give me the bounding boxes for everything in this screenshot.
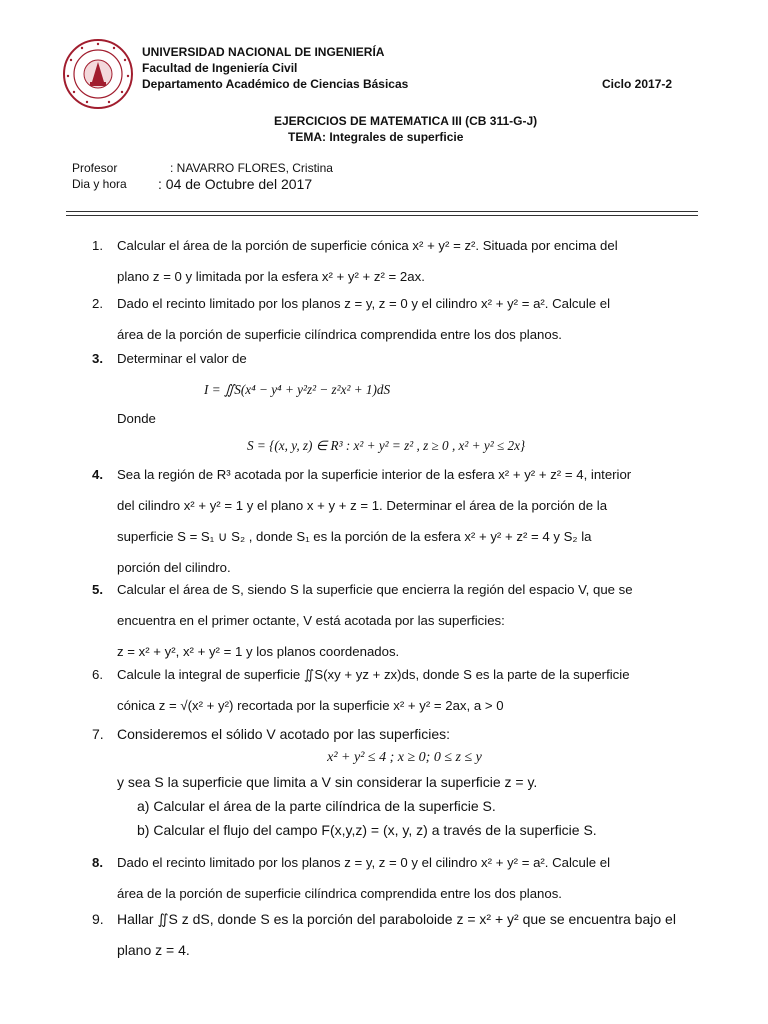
problem-number: 5. <box>92 582 103 597</box>
problem-line: plano z = 4. <box>117 942 190 958</box>
faculty-name: Facultad de Ingeniería Civil <box>142 61 298 75</box>
subitem-a: a) Calcular el área de la parte cilíndrica de la superficie S. <box>137 798 496 814</box>
problem-line: área de la porción de superficie cilíndrica comprendida entre los dos planos. <box>117 327 562 342</box>
university-seal <box>62 38 134 110</box>
problem-3 <box>92 343 692 461</box>
problem-line: Calcule la integral de superficie ∬S(xy + yz + zx)ds, donde S es la parte de la superficie <box>117 667 630 682</box>
problem-5 <box>92 574 692 667</box>
problem-line: porción del cilindro. <box>117 560 231 575</box>
department-name: Departamento Académico de Ciencias Básicas <box>142 77 409 91</box>
professor-label: Profesor <box>72 161 118 175</box>
problem-number: 8. <box>92 855 103 870</box>
problem-number: 1. <box>92 238 103 253</box>
integral-formula: I = ∬S(x⁴ − y⁴ + y²z² − z²x² + 1)dS <box>204 382 391 397</box>
problem-number: 2. <box>92 296 103 311</box>
problem-number: 9. <box>92 911 104 927</box>
problem-line: encuentra en el primer octante, V está acotada por las superficies: <box>117 613 505 628</box>
divider-bottom <box>66 215 698 216</box>
problem-line: y sea S la superficie que limita a V sin considerar la superficie z = y. <box>117 774 538 790</box>
exercise-title: EJERCICIOS DE MATEMATICA III (CB 311-G-J) <box>274 114 538 128</box>
problem-line: z = x² + y², x² + y² = 1 y los planos coordenados. <box>117 644 400 659</box>
date-label: Dia y hora <box>72 177 127 191</box>
problem-2 <box>92 288 692 350</box>
problem-line: Sea la región de R³ acotada por la superficie interior de la esfera x² + y² + z² = 4, interior <box>117 467 632 482</box>
problem-line: Donde <box>117 411 156 426</box>
set-definition: S = {(x, y, z) ∈ R³ : x² + y² = z² , z ≥ 0 , x² + y² ≤ 2x} <box>247 438 526 453</box>
problem-4 <box>92 459 692 583</box>
constraints: x² + y² ≤ 4 ; x ≥ 0; 0 ≤ z ≤ y <box>327 750 482 765</box>
problem-1 <box>92 230 692 292</box>
problem-line: Hallar ∬S z dS, donde S es la porción del paraboloide z = x² + y² que se encuentra bajo el <box>117 911 676 927</box>
problem-number: 7. <box>92 726 104 742</box>
problem-line: del cilindro x² + y² = 1 y el plano x + y + z = 1. Determinar el área de la porción de la <box>117 498 608 513</box>
problem-number: 4. <box>92 467 103 482</box>
problem-line: Determinar el valor de <box>117 351 247 366</box>
professor-value: : NAVARRO FLORES, Cristina <box>170 161 333 175</box>
problem-number: 6. <box>92 667 103 682</box>
cycle-label: Ciclo 2017-2 <box>602 77 673 91</box>
topic-title: TEMA: Integrales de superficie <box>288 130 464 144</box>
university-name: UNIVERSIDAD NACIONAL DE INGENIERÍA <box>142 45 385 59</box>
problem-line: Dado el recinto limitado por los planos z = y, z = 0 y el cilindro x² + y² = a². Calcule el <box>117 296 611 311</box>
problem-line: plano z = 0 y limitada por la esfera x² + y² + z² = 2ax. <box>117 269 425 284</box>
problem-9 <box>92 904 692 966</box>
problem-line: Dado el recinto limitado por los planos z = y, z = 0 y el cilindro x² + y² = a². Calcule el <box>117 855 611 870</box>
problem-6 <box>92 659 692 721</box>
problem-line: Calcular el área de la porción de superficie cónica x² + y² = z². Situada por encima del <box>117 238 618 253</box>
problem-7 <box>92 722 692 842</box>
problem-8 <box>92 847 692 909</box>
subitem-b: b) Calcular el flujo del campo F(x,y,z) = (x, y, z) a través de la superficie S. <box>137 822 597 838</box>
divider-top <box>66 211 698 212</box>
problem-line: Calcular el área de S, siendo S la superficie que encierra la región del espacio V, que se <box>117 582 633 597</box>
date-value: : 04 de Octubre del 2017 <box>158 176 313 192</box>
problem-line: área de la porción de superficie cilíndrica comprendida entre los dos planos. <box>117 886 562 901</box>
problem-line: cónica z = √(x² + y²) recortada por la superficie x² + y² = 2ax, a > 0 <box>117 698 504 713</box>
problem-line: Consideremos el sólido V acotado por las superficies: <box>117 726 451 742</box>
problem-number: 3. <box>92 351 103 366</box>
problem-line: superficie S = S₁ ∪ S₂ , donde S₁ es la porción de la esfera x² + y² + z² = 4 y S₂ la <box>117 529 592 544</box>
